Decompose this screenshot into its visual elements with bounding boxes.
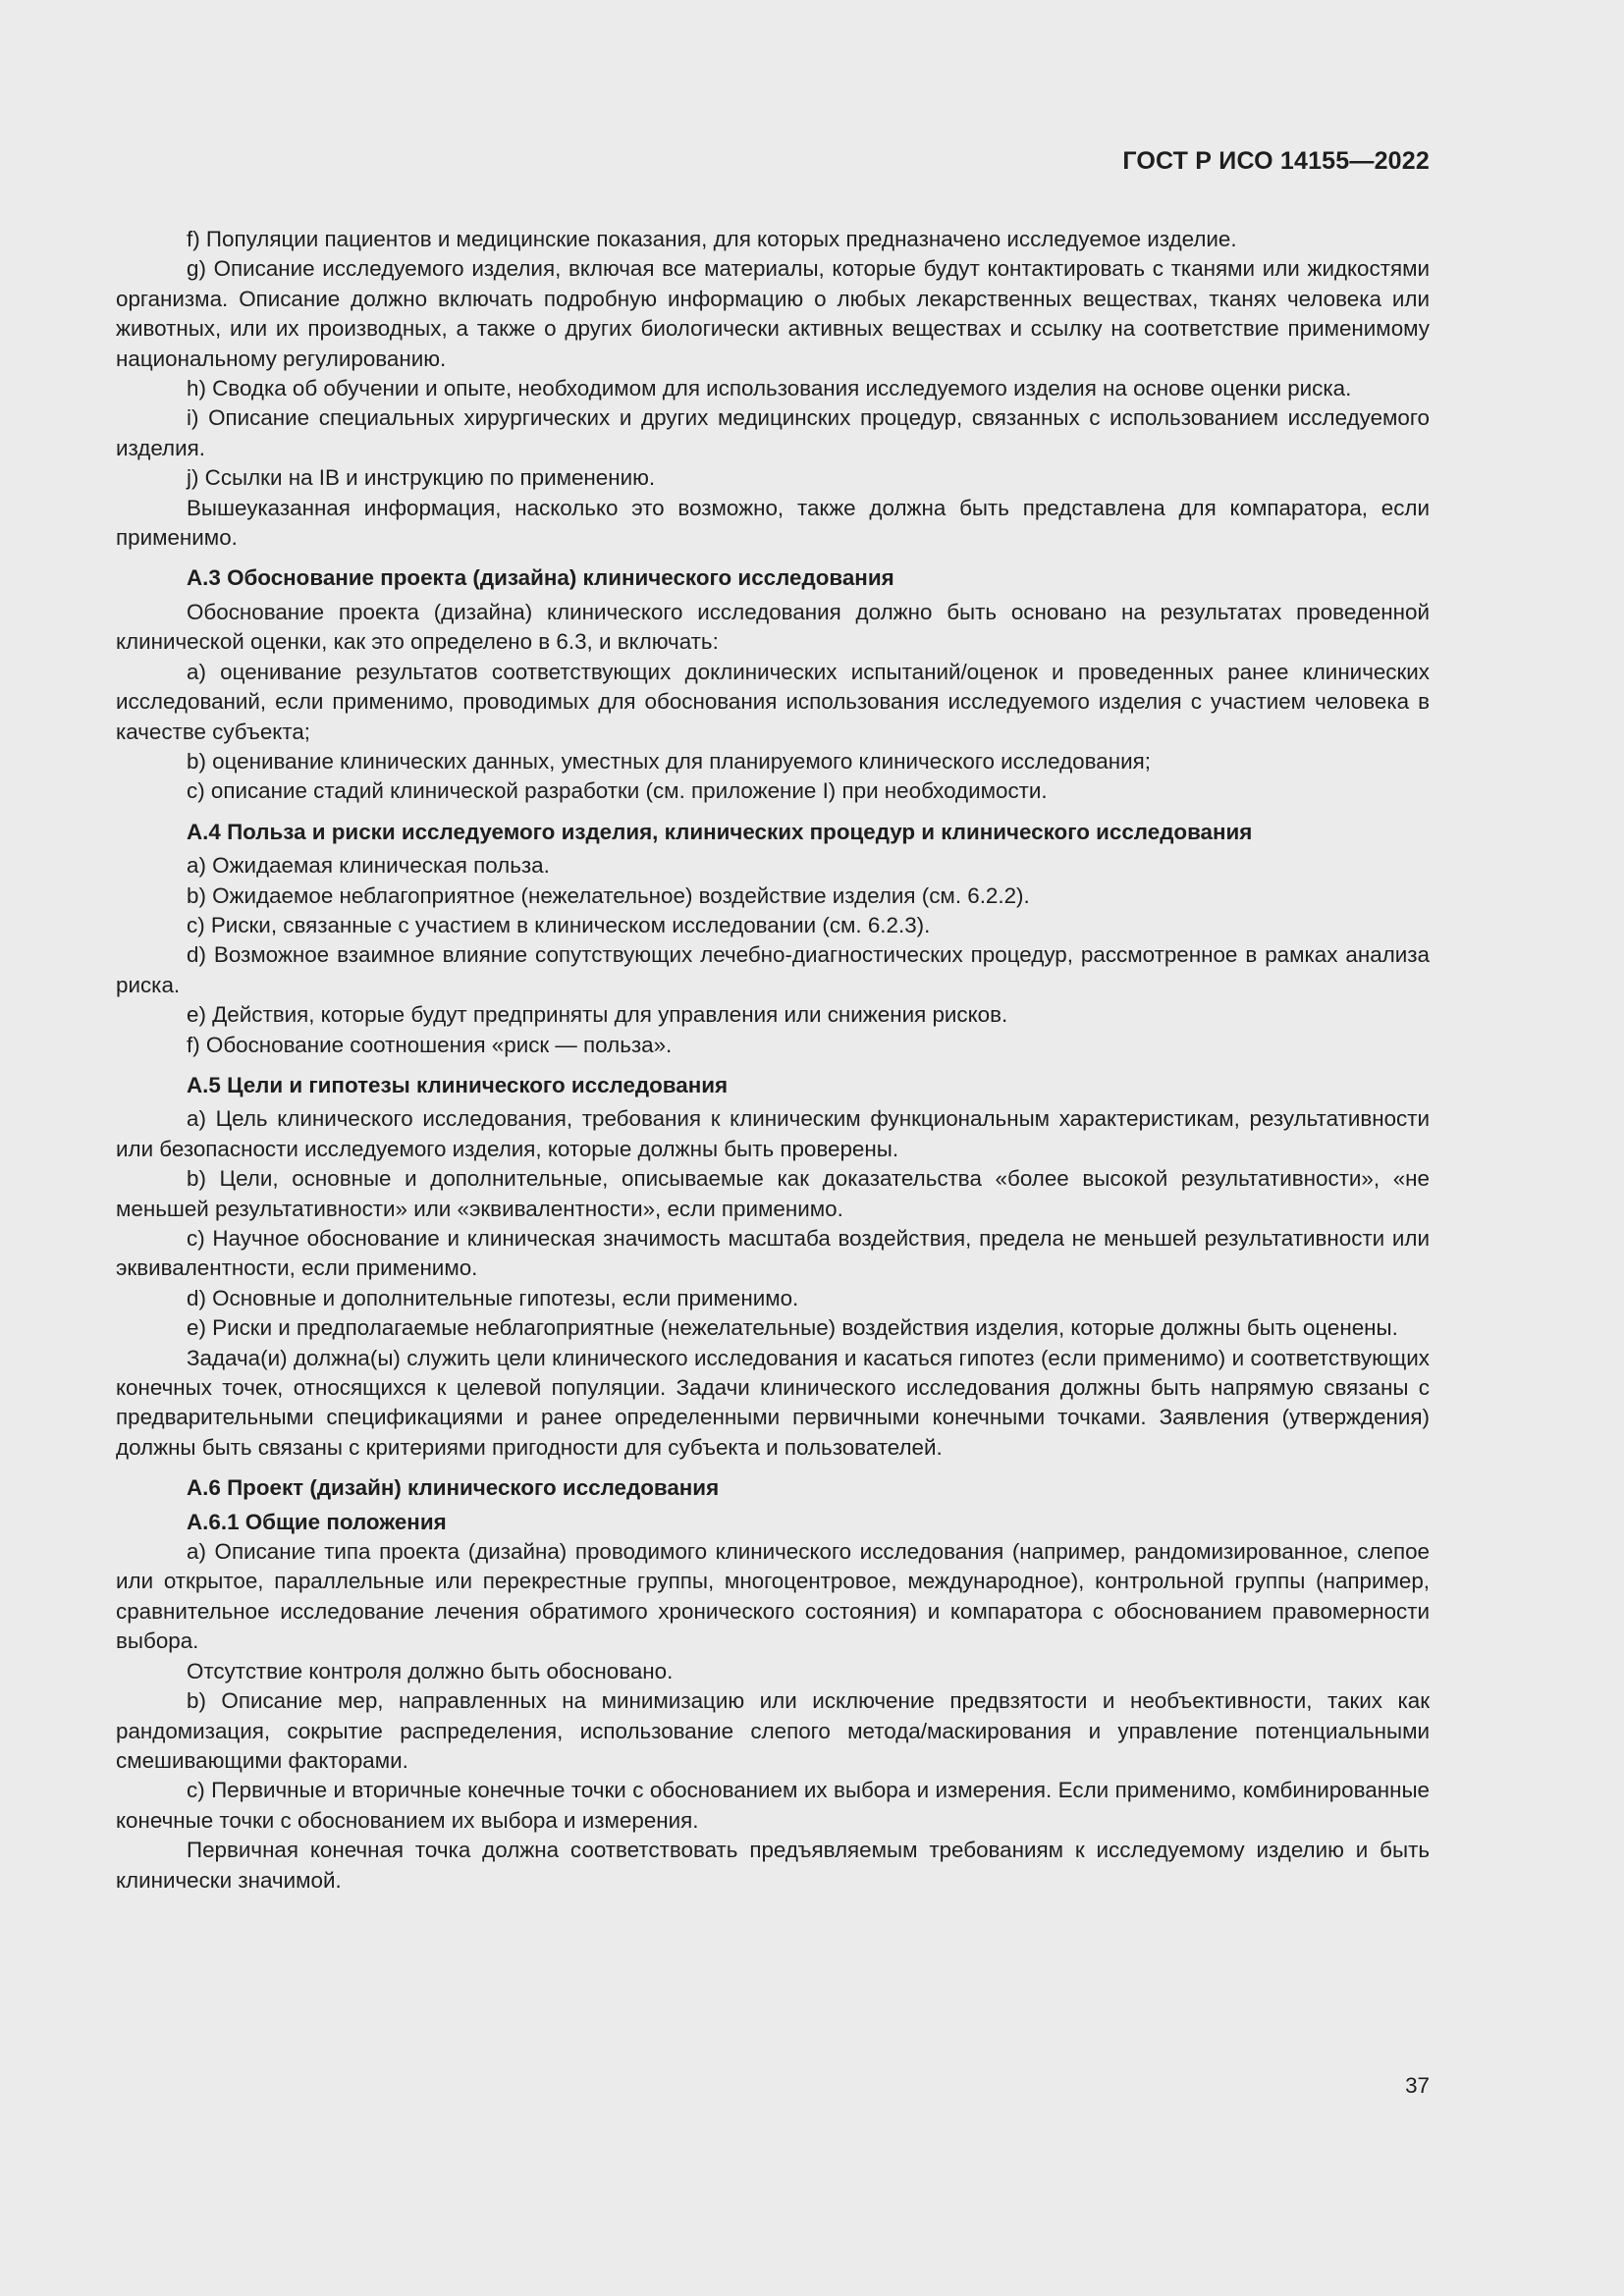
- list-item-f: f) Популяции пациентов и медицинские показания, для которых предназначено исследуемое изделие.: [187, 227, 1237, 251]
- list-item-a4-c: c) Риски, связанные с участием в клиническом исследовании (см. 6.2.3).: [187, 912, 931, 937]
- paragraph-comparator-note: Вышеуказанная информация, насколько это возможно, также должна быть представлена для компаратора, если применимо.: [116, 495, 1430, 551]
- list-item-a5-c: c) Научное обоснование и клиническая значимость масштаба воздействия, предела не меньшей результативности или эквивалентности, если применимо.: [116, 1226, 1430, 1281]
- list-item-j: j) Ссылки на IB и инструкцию по применению.: [187, 465, 656, 491]
- list-item-a4-e: e) Действия, которые будут предприняты для управления или снижения рисков.: [187, 1002, 1008, 1028]
- page-number: 37: [1405, 2073, 1430, 2098]
- list-item-a3-c: c) описание стадий клинической разработки (см. приложение I) при необходимости.: [187, 778, 1048, 804]
- list-item-a6-b: b) Описание мер, направленных на минимизацию или исключение предвзятости и необъективности, таких как рандомизация, сокрытие распределения, использование слепого метода/маскирования и управление потенциальными смешивающими факторами.: [116, 1688, 1430, 1773]
- list-item-a5-b: b) Цели, основные и дополнительные, описываемые как доказательства «более высокой результативности», «не меньшей результативности» или «эквивалентности», если применимо.: [116, 1166, 1430, 1221]
- list-item-a5-a: a) Цель клинического исследования, требования к клиническим функциональным характеристикам, результативности или безопасности исследуемого изделия, которые должны быть проверены.: [116, 1106, 1430, 1161]
- list-item-i: i) Описание специальных хирургических и других медицинских процедур, связанных с использованием исследуемого изделия.: [116, 405, 1430, 460]
- list-item-a4-b: b) Ожидаемое неблагоприятное (нежелательное) воздействие изделия (см. 6.2.2).: [187, 882, 1030, 908]
- list-item-a3-a: a) оценивание результатов соответствующих доклинических испытаний/оценок и проведенных ранее клинических исследований, если применимо, проводимых для обоснования использования исследуемого изделия с участием человека в качестве субъекта;: [116, 659, 1430, 744]
- document-header: ГОСТ Р ИСО 14155—2022: [1122, 147, 1430, 175]
- section-heading-a3: А.3 Обоснование проекта (дизайна) клинического исследования: [187, 565, 894, 591]
- list-item-a4-d: d) Возможное взаимное влияние сопутствующих лечебно-диагностических процедур, рассмотренное в рамках анализа риска.: [116, 942, 1430, 997]
- list-item-h: h) Сводка об обучении и опыте, необходимом для использования исследуемого изделия на основе оценки риска.: [187, 376, 1352, 401]
- list-item-a5-d: d) Основные и дополнительные гипотезы, если применимо.: [187, 1285, 799, 1310]
- list-item-a5-e: e) Риски и предполагаемые неблагоприятные (нежелательные) воздействия изделия, которые должны быть оценены.: [187, 1315, 1398, 1341]
- section-heading-a4: А.4 Польза и риски исследуемого изделия, клинических процедур и клинического исследования: [187, 819, 1253, 844]
- list-item-a4-f: f) Обоснование соотношения «риск — польза».: [187, 1032, 673, 1057]
- subsection-heading-a6-1: А.6.1 Общие положения: [187, 1509, 447, 1534]
- section-heading-a6: А.6 Проект (дизайн) клинического исследования: [187, 1475, 720, 1501]
- paragraph-a6-primary-endpoint: Первичная конечная точка должна соответствовать предъявляемым требованиям к исследуемому изделию и быть клинически значимой.: [116, 1838, 1430, 1893]
- paragraph-a5-tasks: Задача(и) должна(ы) служить цели клинического исследования и касаться гипотез (если применимо) и соответствующих конечных точек, относящихся к целевой популяции. Задачи клинического исследования должны быть напрямую связаны с предварительными спецификациями и ранее определенными первичными конечными точками. Заявления (утверждения) должны быть связаны с критериями пригодности для субъекта и пользователей.: [116, 1345, 1430, 1460]
- paragraph-a3-intro: Обоснование проекта (дизайна) клинического исследования должно быть основано на результатах проведенной клинической оценки, как это определено в 6.3, и включать:: [116, 599, 1430, 655]
- list-item-a3-b: b) оценивание клинических данных, уместных для планируемого клинического исследования;: [187, 748, 1151, 774]
- list-item-a6-c: c) Первичные и вторичные конечные точки с обоснованием их выбора и измерения. Если применимо, комбинированные конечные точки с обоснованием их выбора и измерения.: [116, 1778, 1430, 1833]
- paragraph-a6-no-control: Отсутствие контроля должно быть обосновано.: [187, 1658, 674, 1683]
- list-item-a4-a: a) Ожидаемая клиническая польза.: [187, 853, 550, 879]
- document-body: [116, 225, 1430, 1896]
- section-heading-a5: А.5 Цели и гипотезы клинического исследования: [187, 1072, 729, 1097]
- list-item-a6-a: a) Описание типа проекта (дизайна) проводимого клинического исследования (например, рандомизированное, слепое или открытое, параллельные или перекрестные группы, многоцентровое, международное), контрольной группы (например, сравнительное исследование лечения обратимого хронического состояния) и компаратора с обоснованием правомерности выбора.: [116, 1539, 1430, 1654]
- list-item-g: g) Описание исследуемого изделия, включая все материалы, которые будут контактировать с тканями или жидкостями организма. Описание должно включать подробную информацию о любых лекарственных веществах, тканях человека или животных, или их производных, а также о других биологически активных веществах и ссылку на соответствие применимому национальному регулированию.: [116, 256, 1430, 371]
